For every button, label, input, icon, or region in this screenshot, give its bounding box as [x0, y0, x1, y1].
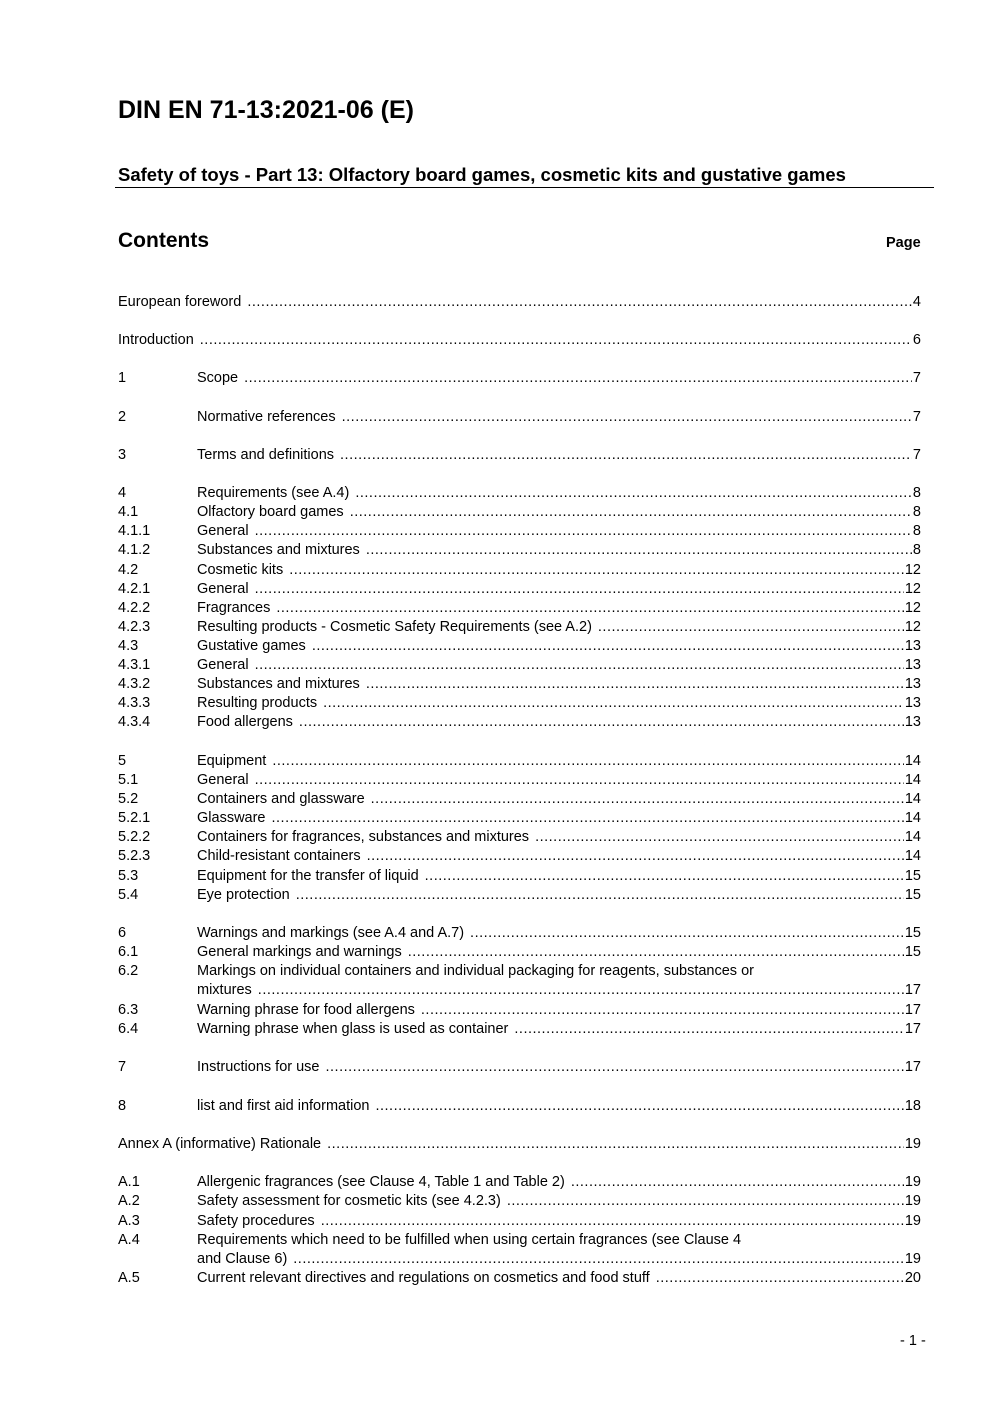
toc-page-number: 18 [904, 1098, 921, 1114]
toc-section-number: 4.1 [118, 504, 139, 520]
toc-page-number: 15 [904, 944, 921, 960]
toc-section-number: 6.3 [118, 1002, 139, 1018]
toc-leader-dots [258, 981, 904, 1000]
toc-page-number: 8 [912, 523, 921, 539]
toc-section-number: 6.4 [118, 1021, 139, 1037]
toc-page-number: 19 [904, 1174, 921, 1190]
toc-entry[interactable] [118, 331, 921, 350]
toc-section-title: Gustative games [197, 638, 306, 654]
toc-page-number: 15 [904, 925, 921, 941]
toc-page-number: 13 [904, 638, 921, 654]
toc-section-title: Requirements (see A.4) [197, 485, 350, 501]
contents-heading: Contents [118, 229, 209, 252]
toc-page-number: 7 [912, 409, 921, 425]
toc-page-number: 6 [912, 332, 921, 348]
toc-section-title: European foreword [118, 294, 242, 310]
toc-entry[interactable] [118, 580, 921, 599]
toc-section-title: Child-resistant containers [197, 848, 361, 864]
toc-leader-dots [535, 828, 904, 847]
toc-leader-dots [272, 752, 904, 771]
toc-page-number: 17 [904, 1021, 921, 1037]
toc-page-number: 19 [904, 1213, 921, 1229]
toc-page-number: 19 [904, 1136, 921, 1152]
toc-entry[interactable] [118, 1001, 921, 1020]
toc-section-number: 4.3 [118, 638, 139, 654]
toc-section-number: 5.2.1 [118, 810, 151, 826]
toc-entry[interactable] [118, 541, 921, 560]
toc-page-number: 14 [904, 772, 921, 788]
toc-entry[interactable] [118, 867, 921, 886]
toc-leader-dots [299, 713, 904, 732]
toc-section-title: Substances and mixtures [197, 676, 360, 692]
toc-section-title: General [197, 657, 249, 673]
toc-page-number: 17 [904, 1059, 921, 1075]
toc-section-number: 6.1 [118, 944, 139, 960]
toc-section-title: Warning phrase for food allergens [197, 1002, 415, 1018]
toc-entry[interactable] [118, 847, 921, 866]
toc-section-title: Cosmetic kits [197, 562, 284, 578]
toc-section-number: A.3 [118, 1213, 140, 1229]
document-title: Safety of toys - Part 13: Olfactory board games, cosmetic kits and gustative games [118, 164, 846, 185]
toc-section-title: Warnings and markings (see A.4 and A.7) [197, 925, 465, 941]
toc-leader-dots [293, 1250, 904, 1269]
toc-leader-dots [342, 408, 912, 427]
toc-section-title: Requirements which need to be fulfilled when using certain fragrances (see Clause 4 [197, 1232, 742, 1248]
toc-entry[interactable] [118, 752, 921, 771]
toc-page-number: 20 [904, 1270, 921, 1286]
toc-section-title: Resulting products - Cosmetic Safety Requirements (see A.2) [197, 619, 592, 635]
toc-section-title: Safety procedures [197, 1213, 315, 1229]
toc-section-number: 4.2.1 [118, 581, 151, 597]
toc-page-number: 8 [912, 485, 921, 501]
toc-section-number: 5.4 [118, 887, 139, 903]
toc-section-title-continued: and Clause 6) [197, 1251, 288, 1267]
toc-leader-dots [326, 1058, 904, 1077]
toc-leader-dots [340, 446, 912, 465]
toc-entry[interactable] [118, 675, 921, 694]
toc-leader-dots [656, 1269, 904, 1288]
toc-page-number: 19 [904, 1193, 921, 1209]
toc-section-number: 4.3.1 [118, 657, 151, 673]
toc-page-number: 17 [904, 982, 921, 998]
toc-section-number: 4.3.2 [118, 676, 151, 692]
toc-section-title: Instructions for use [197, 1059, 320, 1075]
toc-entry[interactable] [118, 618, 921, 637]
toc-entry[interactable] [118, 790, 921, 809]
toc-leader-dots [571, 1173, 904, 1192]
toc-page-number: 14 [904, 848, 921, 864]
toc-entry[interactable] [118, 408, 921, 427]
toc-entry[interactable] [118, 924, 921, 943]
toc-section-title: Food allergens [197, 714, 293, 730]
toc-leader-dots [276, 599, 904, 618]
toc-section-number: 4.2.3 [118, 619, 151, 635]
toc-entry[interactable] [118, 1173, 921, 1192]
toc-section-title: Containers and glassware [197, 791, 365, 807]
toc-leader-dots [367, 847, 904, 866]
toc-section-title: Equipment [197, 753, 267, 769]
toc-leader-dots [598, 618, 904, 637]
toc-entry[interactable] [118, 1231, 921, 1269]
toc-entry[interactable] [118, 828, 921, 847]
toc-leader-dots [355, 484, 912, 503]
toc-entry[interactable] [118, 637, 921, 656]
toc-entry[interactable] [118, 943, 921, 962]
toc-page-number: 15 [904, 868, 921, 884]
toc-section-number: A.5 [118, 1270, 140, 1286]
toc-page-number: 12 [904, 562, 921, 578]
toc-entry[interactable] [118, 1058, 921, 1077]
toc-section-title: Resulting products [197, 695, 318, 711]
toc-page-number: 13 [904, 657, 921, 673]
toc-leader-dots [408, 943, 904, 962]
toc-section-title: Warning phrase when glass is used as container [197, 1021, 509, 1037]
toc-leader-dots [289, 561, 904, 580]
toc-entry[interactable] [118, 656, 921, 675]
toc-leader-dots [375, 1097, 903, 1116]
toc-page-number: 4 [912, 294, 921, 310]
toc-page-number: 8 [912, 504, 921, 520]
toc-section-number: 5.2 [118, 791, 139, 807]
toc-section-title: Substances and mixtures [197, 542, 360, 558]
toc-leader-dots [421, 1001, 904, 1020]
toc-entry[interactable] [118, 1135, 921, 1154]
toc-leader-dots [327, 1135, 904, 1154]
toc-section-title: Introduction [118, 332, 194, 348]
toc-entry[interactable] [118, 561, 921, 580]
toc-page-number: 14 [904, 829, 921, 845]
toc-page-number: 13 [904, 676, 921, 692]
toc-section-title: Fragrances [197, 600, 271, 616]
toc-section-number: 5.2.3 [118, 848, 151, 864]
toc-section-title: Allergenic fragrances (see Clause 4, Table 1 and Table 2) [197, 1174, 565, 1190]
toc-section-title: Containers for fragrances, substances and mixtures [197, 829, 530, 845]
toc-section-title: Annex A (informative) Rationale [118, 1136, 322, 1152]
toc-leader-dots [514, 1020, 903, 1039]
toc-page-number: 13 [904, 695, 921, 711]
toc-entry[interactable] [118, 1269, 921, 1288]
toc-entry[interactable] [118, 1097, 921, 1116]
toc-leader-dots [296, 886, 904, 905]
toc-section-number: A.2 [118, 1193, 140, 1209]
toc-section-number: 4.1.2 [118, 542, 151, 558]
toc-section-number: 2 [118, 409, 127, 425]
toc-section-title: Equipment for the transfer of liquid [197, 868, 419, 884]
toc-section-number: A.1 [118, 1174, 140, 1190]
toc-section-title: list and first aid information [197, 1098, 370, 1114]
toc-leader-dots [470, 924, 904, 943]
toc-leader-dots [366, 541, 912, 560]
toc-entry[interactable] [118, 293, 921, 312]
page-column-heading: Page [886, 235, 921, 251]
toc-section-title: Normative references [197, 409, 336, 425]
toc-page-number: 14 [904, 753, 921, 769]
toc-entry[interactable] [118, 1212, 921, 1231]
toc-entry[interactable] [118, 694, 921, 713]
toc-section-number: 4 [118, 485, 127, 501]
toc-section-title: General markings and warnings [197, 944, 402, 960]
toc-page-number: 7 [912, 447, 921, 463]
toc-leader-dots [323, 694, 904, 713]
toc-section-number: 4.3.4 [118, 714, 151, 730]
toc-section-number: 6.2 [118, 963, 139, 979]
toc-page-number: 14 [904, 810, 921, 826]
toc-leader-dots [371, 790, 904, 809]
toc-leader-dots [321, 1212, 904, 1231]
toc-leader-dots [350, 503, 912, 522]
document-code: DIN EN 71-13:2021-06 (E) [118, 96, 414, 124]
toc-entry[interactable] [118, 713, 921, 732]
toc-section-number: 4.1.1 [118, 523, 151, 539]
toc-page-number: 17 [904, 1002, 921, 1018]
toc-leader-dots [366, 675, 904, 694]
toc-section-title: General [197, 581, 249, 597]
toc-entry[interactable] [118, 599, 921, 618]
toc-section-number: 1 [118, 370, 127, 386]
toc-page-number: 12 [904, 581, 921, 597]
toc-entry[interactable] [118, 522, 921, 541]
toc-section-title: Eye protection [197, 887, 290, 903]
toc-leader-dots [200, 331, 912, 350]
toc-entry[interactable] [118, 962, 921, 1000]
toc-section-number: A.4 [118, 1232, 140, 1248]
toc-entry[interactable] [118, 369, 921, 388]
toc-section-number: 8 [118, 1098, 127, 1114]
toc-leader-dots [244, 369, 912, 388]
toc-entry[interactable] [118, 1192, 921, 1211]
toc-leader-dots [425, 867, 904, 886]
toc-page-number: 12 [904, 600, 921, 616]
toc-page-number: 13 [904, 714, 921, 730]
toc-entry[interactable] [118, 771, 921, 790]
toc-section-title-continued: mixtures [197, 982, 252, 998]
toc-section-title: Glassware [197, 810, 266, 826]
toc-section-number: 4.2 [118, 562, 139, 578]
toc-section-title: Current relevant directives and regulations on cosmetics and food stuff [197, 1270, 650, 1286]
toc-section-title: Terms and definitions [197, 447, 335, 463]
toc-leader-dots [255, 656, 904, 675]
toc-leader-dots [272, 809, 904, 828]
toc-leader-dots [255, 771, 904, 790]
toc-section-title: General [197, 523, 249, 539]
toc-section-number: 7 [118, 1059, 127, 1075]
toc-leader-dots [255, 522, 912, 541]
toc-section-number: 6 [118, 925, 127, 941]
toc-section-number: 4.2.2 [118, 600, 151, 616]
toc-leader-dots [247, 293, 912, 312]
toc-entry[interactable] [118, 1020, 921, 1039]
toc-entry[interactable] [118, 484, 921, 503]
toc-leader-dots [255, 580, 904, 599]
toc-page-number: 15 [904, 887, 921, 903]
toc-section-number: 5.2.2 [118, 829, 151, 845]
footer-page-number: - 1 - [900, 1333, 926, 1349]
toc-section-number: 3 [118, 447, 127, 463]
toc-entry[interactable] [118, 809, 921, 828]
toc-section-number: 5.1 [118, 772, 139, 788]
toc-leader-dots [507, 1192, 904, 1211]
toc-section-number: 5 [118, 753, 127, 769]
toc-section-title: Markings on individual containers and individual packaging for reagents, substances or [197, 963, 754, 979]
toc-page-number: 19 [904, 1251, 921, 1267]
toc-page-number: 8 [912, 542, 921, 558]
toc-section-title: Scope [197, 370, 239, 386]
toc-page-number: 7 [912, 370, 921, 386]
toc-entry[interactable] [118, 886, 921, 905]
toc-entry[interactable] [118, 503, 921, 522]
toc-section-title: Olfactory board games [197, 504, 344, 520]
toc-section-title: General [197, 772, 249, 788]
toc-leader-dots [312, 637, 904, 656]
toc-section-title: Safety assessment for cosmetic kits (see 4.2.3) [197, 1193, 501, 1209]
toc-page-number: 12 [904, 619, 921, 635]
toc-section-number: 4.3.3 [118, 695, 151, 711]
toc-section-number: 5.3 [118, 868, 139, 884]
toc-entry[interactable] [118, 446, 921, 465]
toc-page-number: 14 [904, 791, 921, 807]
